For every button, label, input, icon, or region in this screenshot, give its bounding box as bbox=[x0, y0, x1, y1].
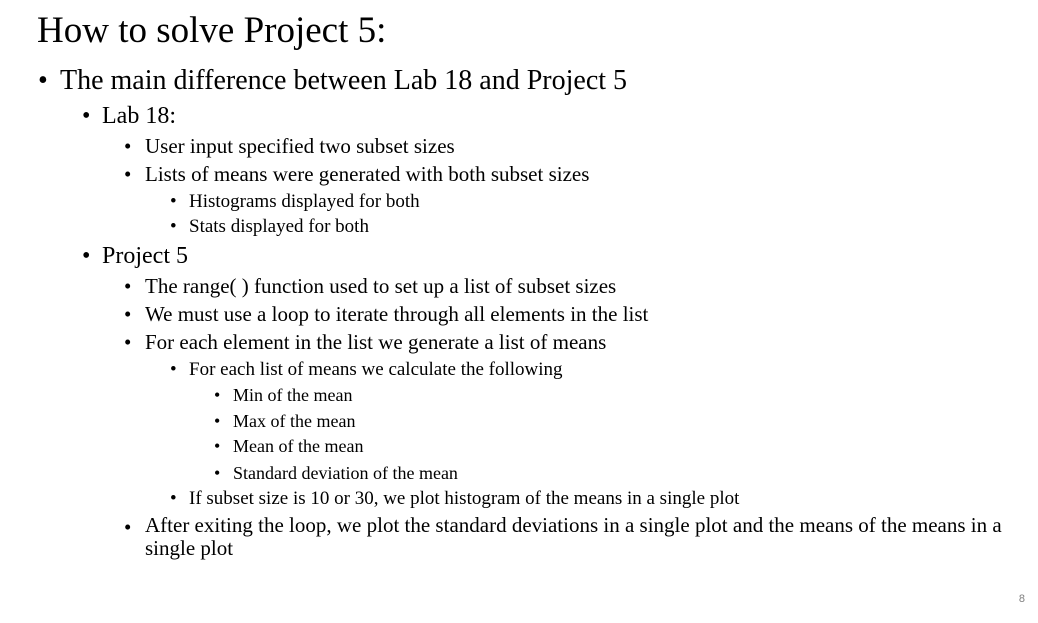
bullet-icon: • bbox=[124, 515, 132, 539]
bullet-text: Histograms displayed for both bbox=[189, 191, 420, 212]
bullet-icon: • bbox=[214, 411, 221, 431]
bullet-text: Lists of means were generated with both subset sizes bbox=[145, 162, 590, 186]
bullet-icon: • bbox=[170, 191, 177, 212]
bullet-text: For each list of means we calculate the following bbox=[189, 359, 563, 380]
bullet-text: Max of the mean bbox=[233, 411, 356, 431]
bullet-text: Lab 18: bbox=[102, 103, 176, 129]
bullet-icon: • bbox=[214, 463, 221, 483]
bullet-text: For each element in the list we generate a list of means bbox=[145, 330, 607, 354]
bullet-text: Mean of the mean bbox=[233, 436, 364, 456]
bullet-text: After exiting the loop, we plot the standard deviations in a single plot and the means of the means in a single plot bbox=[145, 513, 1002, 560]
bullet-text: Project 5 bbox=[102, 243, 188, 269]
bullet-text: The main difference between Lab 18 and Project 5 bbox=[60, 65, 628, 96]
bullet-text: We must use a loop to iterate through all elements in the list bbox=[145, 302, 649, 326]
bullet-icon: • bbox=[124, 302, 132, 326]
bullet-icon: • bbox=[124, 274, 132, 298]
bullet-text: If subset size is 10 or 30, we plot histogram of the means in a single plot bbox=[189, 488, 740, 509]
bullet-text: Stats displayed for both bbox=[189, 216, 369, 237]
bullet-icon: • bbox=[124, 330, 132, 354]
bullet-text: The range( ) function used to set up a list of subset sizes bbox=[145, 274, 617, 298]
bullet-icon: • bbox=[214, 436, 221, 456]
bullet-icon: • bbox=[124, 134, 132, 158]
bullet-icon: • bbox=[170, 488, 177, 509]
page-number: 8 bbox=[1018, 593, 1025, 605]
bullet-icon: • bbox=[82, 103, 91, 129]
bullet-item-after-loop bbox=[124, 514, 1004, 564]
bullet-text: User input specified two subset sizes bbox=[145, 134, 455, 158]
bullet-icon: • bbox=[38, 65, 48, 96]
slide-title: How to solve Project 5: bbox=[37, 10, 387, 51]
bullet-icon: • bbox=[170, 359, 177, 380]
bullet-text: Min of the mean bbox=[233, 385, 353, 405]
bullet-icon: • bbox=[82, 243, 91, 269]
bullet-icon: • bbox=[170, 216, 177, 237]
bullet-icon: • bbox=[214, 385, 221, 405]
bullet-text: Standard deviation of the mean bbox=[233, 463, 458, 483]
bullet-icon: • bbox=[124, 162, 132, 186]
